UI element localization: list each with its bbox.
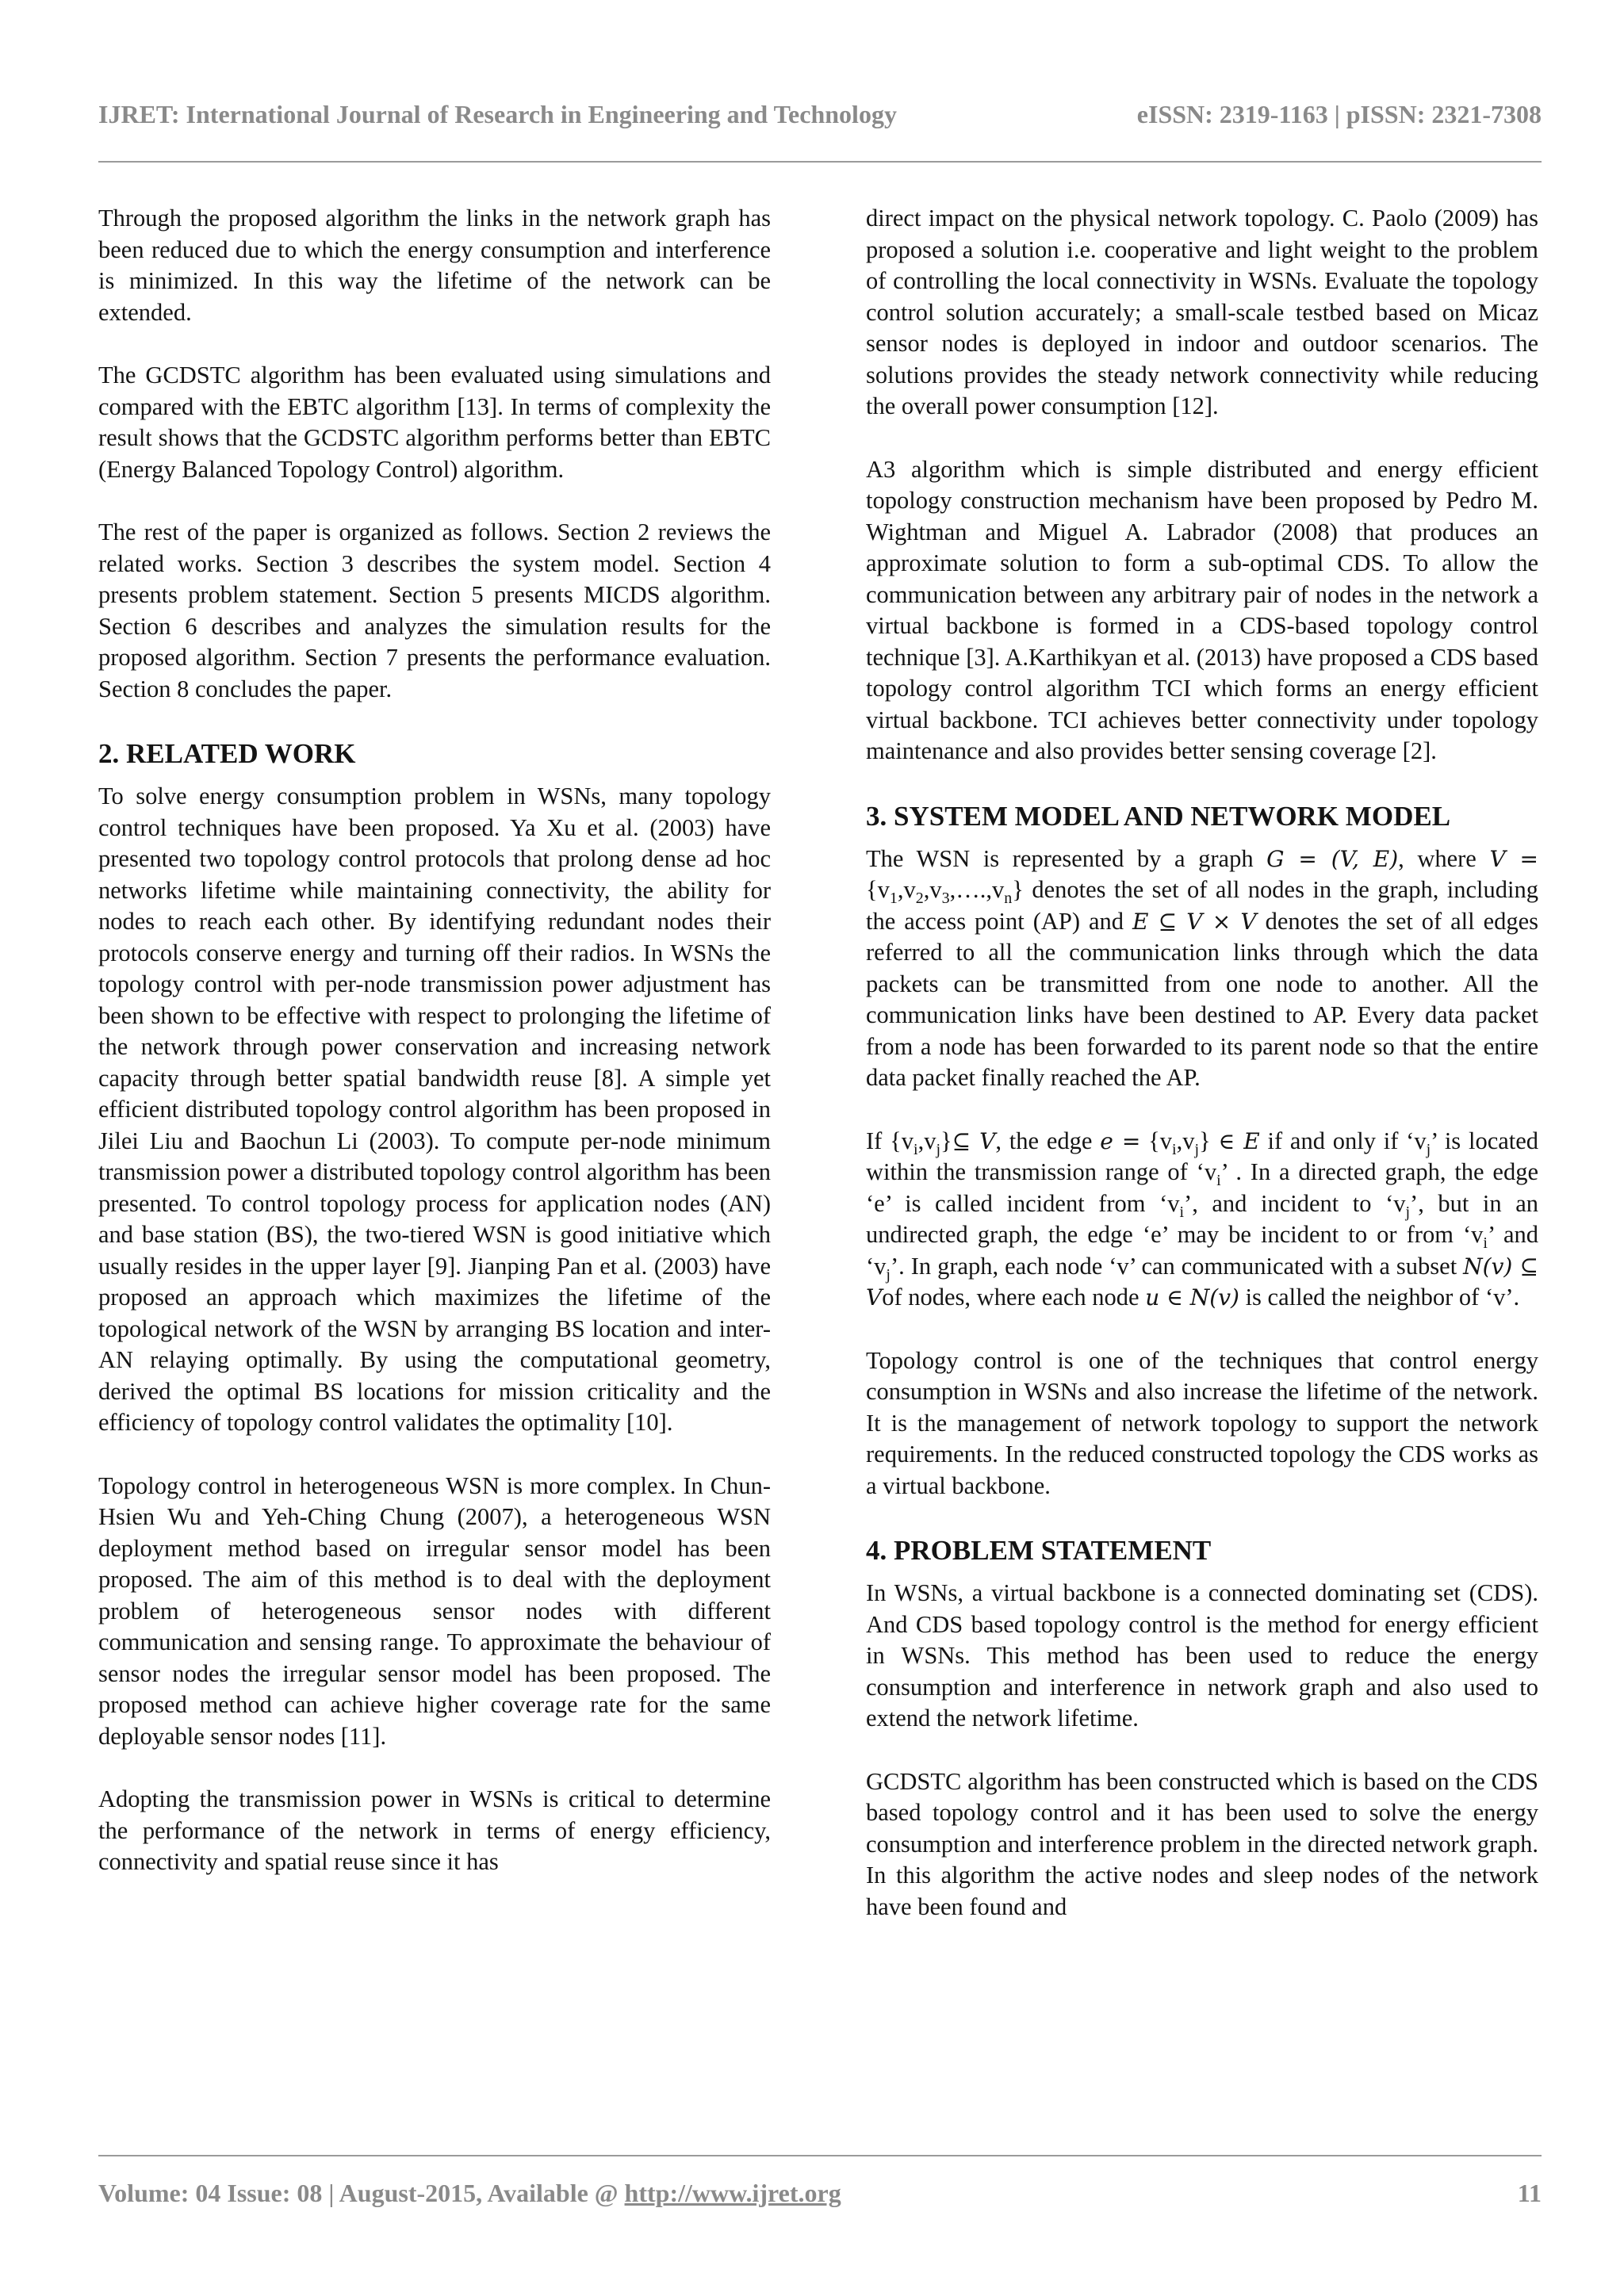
paragraph: In WSNs, a virtual backbone is a connected dominating set (CDS). And CDS based topology control is the method for energy efficient in WSNs. This method has been used to reduce the energy consumption and interference in network graph and also used to extend the network lifetime.: [866, 1579, 1538, 1732]
math-expression: N(v) ⊆ V: [866, 1253, 1539, 1311]
section-heading-system-model: 3. SYSTEM MODEL AND NETWORK MODEL: [866, 800, 1451, 832]
volume-info: Volume: 04 Issue: 08 | August-2015, Available @ http://www.ijret.org: [98, 2179, 841, 2207]
paragraph: A3 algorithm which is simple distributed and energy efficient topology construction mechanism have been proposed by Pedro M. Wightman and Miguel A. Labrador (2008) that produces an approximate solution to form a sub-optimal CDS. To allow the communication between any arbitrary pair of nodes in the network a virtual backbone is formed in a CDS-based topology control technique [3]. A.Karthikyan et al. (2013) have proposed a CDS based topology control algorithm TCI which forms an energy efficient virtual backbone. TCI achieves better connectivity under topology maintenance and also provides better sensing coverage [2].: [866, 455, 1538, 764]
math-expression: V =: [1489, 845, 1539, 872]
math-expression: u ∈ N(v): [1145, 1284, 1239, 1311]
paragraph-edge-definition: If $\{v_i,v_j\}⊆$ V, the edge $e = \{v_i,v_j\}$ ∈ E if and only if ‘$v_j$’ is located within the transmission range of ‘$v_i$’ . In a directed graph, the edge ‘e’ is called incident from ‘$v_i$’, and incident to ‘$v_j$’, but in an undirected graph, the edge ‘e’ may be incident to or from ‘$v_i$’ and ‘$v_j$’. In graph, each node ‘v’ can communicated with a subset N(v) ⊆ Vof nodes, where each node u ∈ N(v) is called the neighbor of ‘v’.: [866, 1127, 1539, 1311]
paragraph: Topology control is one of the techniques that control energy consumption in WSNs and also increase the lifetime of the network. It is the management of network topology to support the network requirements. In the reduced constructed topology the CDS works as a virtual backbone.: [866, 1346, 1538, 1499]
paragraph-graph-definition: The WSN is represented by a graph G = (V, E), where $V = \{v_1,v_2,v_3,\dots.,v_n\}$ denotes the set of all nodes in the graph, including the access point (AP) and E ⊆ V × V denotes the set of all edges referred to all the communication links through which the data packets can be transmitted from one node to another. All the communication links have been destined to AP. Every data packet from a node has been forwarded to its parent node so that the entire data packet finally reached the AP.: [866, 844, 1539, 1091]
section-heading-related-work: 2. RELATED WORK: [98, 738, 356, 769]
running-header: [98, 100, 1542, 129]
page-number: 11: [1517, 2179, 1542, 2207]
math-expression: e =: [1100, 1127, 1141, 1154]
paragraph: direct impact on the physical network topology. C. Paolo (2009) has proposed a solution i.e. cooperative and light weight to the problem of controlling the local connectivity in WSNs. Evaluate the topology control solution accurately; a small-scale testbed based on Micaz sensor nodes is deployed in indoor and outdoor scenarios. The solutions provides the steady network connectivity while reducing the overall power consumption [12].: [866, 205, 1538, 419]
math-expression: ∈ E: [1218, 1127, 1260, 1154]
math-expression: ⊆ V: [952, 1127, 996, 1154]
paragraph: GCDSTC algorithm has been constructed which is based on the CDS based topology control and it has been used to solve the energy consumption and interference problem in the directed network graph. In this algorithm the active nodes and sleep nodes of the network have been found and: [866, 1767, 1538, 1920]
left-column: [98, 203, 771, 1878]
math-expression: E ⊆ V × V: [1132, 908, 1257, 935]
paragraph: The GCDSTC algorithm has been evaluated using simulations and compared with the EBTC algorithm [13]. In terms of complexity the result shows that the GCDSTC algorithm performs better than EBTC (Energy Balanced Topology Control) algorithm.: [98, 362, 771, 483]
right-column: [866, 203, 1538, 1923]
paragraph: Adopting the transmission power in WSNs is critical to determine the performance of the network in terms of energy efficiency, connectivity and spatial reuse since it has: [98, 1785, 771, 1875]
paragraph: Topology control in heterogeneous WSN is more complex. In Chun-Hsien Wu and Yeh-Ching Chung (2007), a heterogeneous WSN deployment method based on irregular sensor model has been proposed. The aim of this method is to deal with the deployment problem of heterogeneous sensor nodes with different communication and sensing range. To approximate the behaviour of sensor nodes the irregular sensor model has been proposed. The proposed method can achieve higher coverage rate for the same deployable sensor nodes [11].: [98, 1471, 771, 1750]
issn: eISSN: 2319-1163 | pISSN: 2321-7308: [1136, 100, 1542, 128]
header-rule: [98, 161, 1542, 163]
paragraph: The rest of the paper is organized as follows. Section 2 reviews the related works. Section 3 describes the system model. Section 4 presents problem statement. Section 5 presents MICDS algorithm. Section 6 describes and analyzes the simulation results for the proposed algorithm. Section 7 presents the performance evaluation. Section 8 concludes the paper.: [98, 519, 771, 702]
paragraph: Through the proposed algorithm the links in the network graph has been reduced due to which the energy consumption and interference is minimized. In this way the lifetime of the network can be extended.: [98, 205, 771, 326]
paragraph: To solve energy consumption problem in WSNs, many topology control techniques have been proposed. Ya Xu et al. (2003) have presented two topology control protocols that prolong dense ad hoc networks lifetime while maintaining connectivity, the ability for nodes to reach each other. By identifying redundant nodes their protocols conserve energy and turning off their radios. In WSNs the topology control with per-node transmission power adjustment has been shown to be effective with respect to prolonging the lifetime of the network through power conservation and increasing network capacity through better spatial bandwidth reuse [8]. A simple yet efficient distributed topology control algorithm has been proposed in Jilei Liu and Baochun Li (2003). To compute per-node minimum transmission power a distributed topology control algorithm has been presented. To control topology process for application nodes (AN) and base station (BS), the two-tiered WSN is good initiative which usually resides in the upper layer [9]. Jianping Pan et al. (2003) have proposed an approach which maximizes the lifetime of the topological network of the WSN by arranging BS location and inter-AN relaying optimally. By using the computational geometry, derived the optimal BS locations for mission criticality and the efficiency of topology control validates the optimality [10].: [98, 783, 771, 1436]
journal-url-link[interactable]: http://www.ijret.org: [624, 2179, 841, 2207]
journal-title: IJRET: International Journal of Research in Engineering and Technology: [98, 100, 897, 128]
footer-rule: [98, 2155, 1542, 2156]
math-expression: G = (V, E): [1266, 845, 1399, 872]
running-footer: [98, 2179, 1542, 2208]
section-heading-problem-statement: 4. PROBLEM STATEMENT: [866, 1535, 1212, 1566]
